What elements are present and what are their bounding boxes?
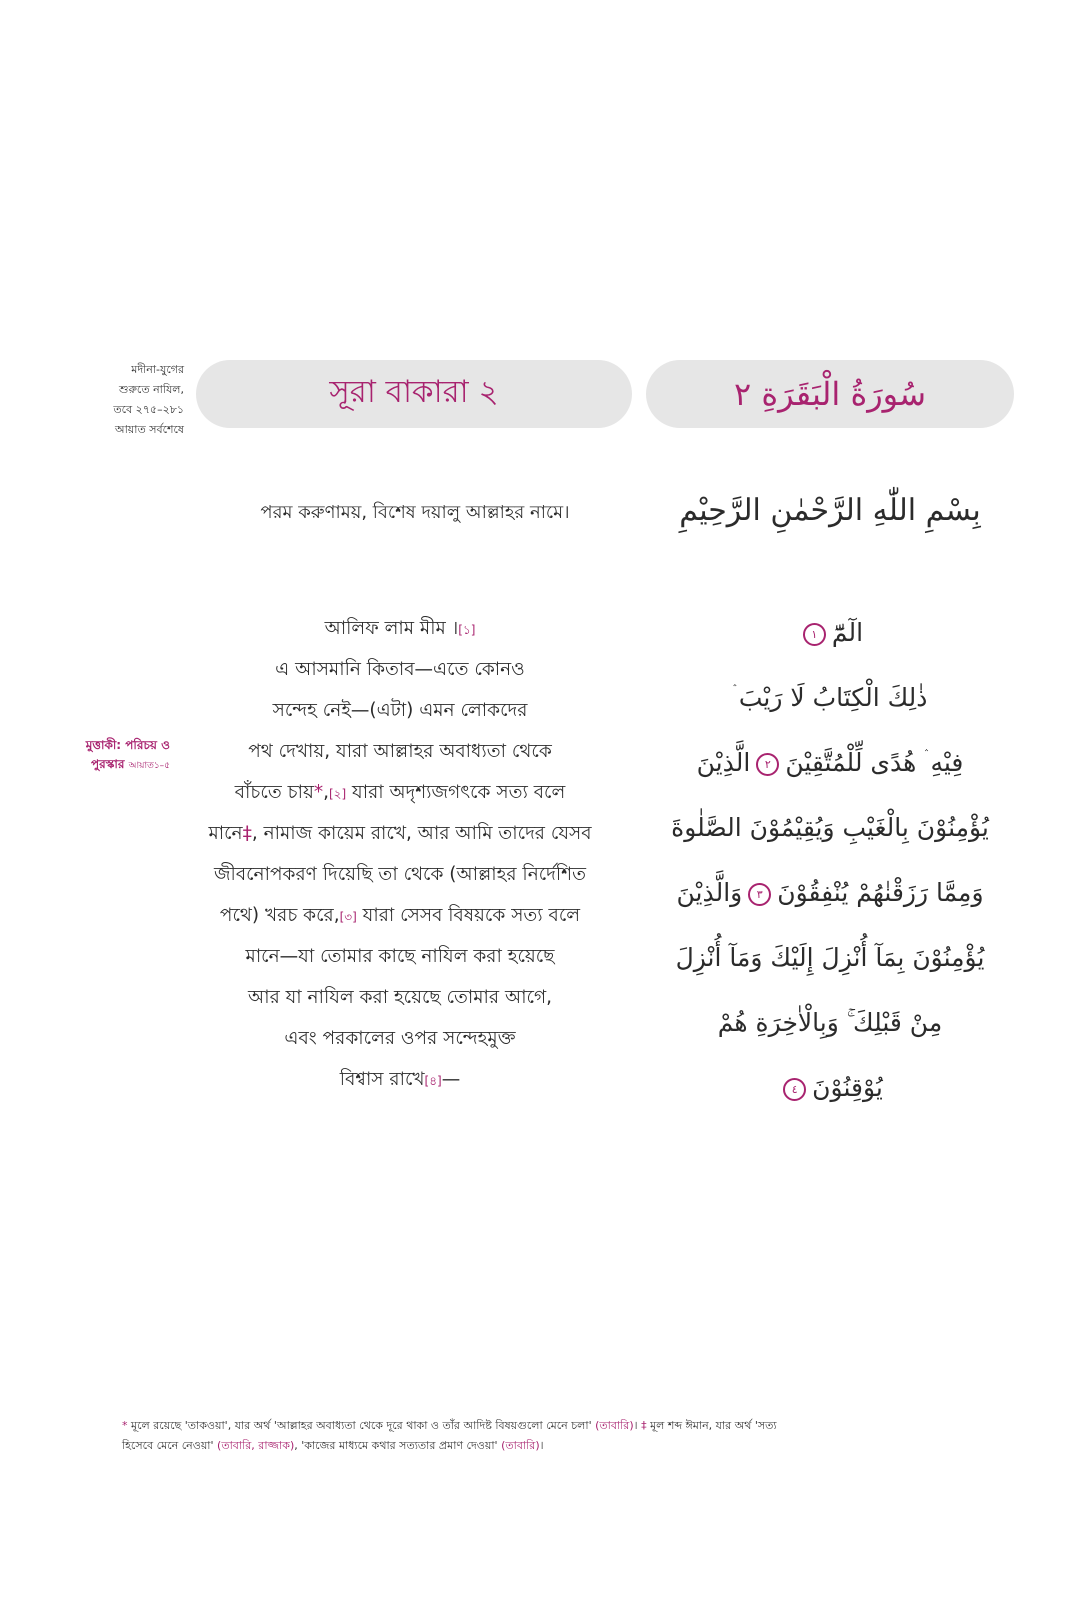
arabic-line bbox=[646, 1055, 1014, 1120]
translation-text: বাঁচতে চায় bbox=[234, 782, 314, 803]
arabic-verses bbox=[646, 600, 1014, 1120]
translation-line bbox=[160, 772, 640, 813]
verse-range: আয়াত১–৫ bbox=[128, 761, 170, 771]
translation-line: মানে—যা তোমার কাছে নাযিল করা হয়েছে bbox=[245, 946, 555, 967]
footnote-source: (তাবারি) bbox=[595, 1419, 634, 1432]
arabic-surah-title: سُورَةُ الْبَقَرَةِ ٢ bbox=[734, 375, 926, 413]
footnote-text: । bbox=[539, 1439, 544, 1452]
footnote-text: হিসেবে মেনে নেওয়া' bbox=[122, 1439, 218, 1452]
sidenote-line: আয়াত সর্বশেষে bbox=[114, 423, 184, 436]
verse-number-marker: ٣ bbox=[748, 883, 771, 906]
footnote-source: (তাবারি, রাজ্জাক) bbox=[217, 1439, 295, 1452]
arabic-text: وَمِمَّا رَزَقْنٰهُمْ يُنْفِقُوْنَ bbox=[777, 878, 984, 907]
footnote-mark: * bbox=[313, 782, 324, 803]
arabic-line: ذٰلِكَ الْكِتَابُ لَا رَيْبَ ۛ bbox=[732, 683, 928, 712]
arabic-line: يُؤْمِنُوْنَ بِمَآ أُنْزِلَ إِلَيْكَ وَمَآ أُنْزِلَ bbox=[675, 943, 985, 972]
bengali-surah-title: সূরা বাকারা ২ bbox=[329, 374, 499, 410]
sidenote-line: শুরুতে নাযিল, bbox=[118, 383, 184, 396]
arabic-text: يُوْقِنُوْنَ bbox=[812, 1073, 883, 1102]
verse-ref: [২] bbox=[329, 787, 347, 801]
footnote-text: , 'কাজের মাধ্যমে কথার সত্যতার প্রমাণ দেওয়া' bbox=[294, 1439, 502, 1452]
translation-line: এ আসমানি কিতাব—এতে কোনও bbox=[275, 659, 525, 680]
footnote-mark: ‡ bbox=[242, 823, 252, 844]
bengali-title-banner bbox=[196, 360, 632, 428]
verse-number-marker: ١ bbox=[803, 623, 826, 646]
topic-margin-label bbox=[50, 736, 170, 776]
translation-text: বিশ্বাস রাখে bbox=[339, 1069, 425, 1090]
translation-text: মানে bbox=[208, 823, 243, 844]
verse-ref: [৪] bbox=[424, 1074, 442, 1088]
sidenote-line: মদীনা-যুগের bbox=[131, 363, 184, 376]
arabic-text: الَّذِيْنَ bbox=[696, 748, 751, 777]
arabic-text: فِيْهِ ۛ هُدًى لِّلْمُتَّقِيْنَ bbox=[785, 748, 964, 777]
translation-line: আর যা নাযিল করা হয়েছে তোমার আগে, bbox=[248, 987, 552, 1008]
arabic-title-banner bbox=[646, 360, 1014, 428]
footnote-mark: ‡ bbox=[641, 1419, 647, 1432]
footnote-text: মূলে রয়েছে 'তাকওয়া', যার অর্থ 'আল্লাহর অবাধ্যতা থেকে দূরে থাকা ও তাঁর আদিষ্ট বিষয়গুলো মেনে চলা' bbox=[127, 1419, 596, 1432]
verse-number-marker: ٢ bbox=[756, 753, 779, 776]
revelation-sidenote bbox=[68, 360, 184, 440]
translation-line bbox=[160, 1059, 640, 1100]
arabic-line bbox=[646, 600, 1014, 665]
footnote-line bbox=[122, 1416, 982, 1436]
arabic-line: مِنْ قَبْلِكَ ۚ وَبِالْاٰخِرَةِ هُمْ bbox=[717, 1008, 943, 1037]
translation-line bbox=[160, 608, 640, 649]
topic-label-line: মুত্তাকী: পরিচয় ও bbox=[85, 738, 170, 752]
footnote-mark: * bbox=[122, 1419, 128, 1432]
arabic-line bbox=[646, 730, 1014, 795]
translation-text: পথে) খরচ করে, bbox=[219, 905, 340, 926]
arabic-line bbox=[646, 860, 1014, 925]
translation-line: সন্দেহ নেই—(এটা) এমন লোকদের bbox=[272, 700, 528, 721]
bismillah-bengali: পরম করুণাময়, বিশেষ দয়ালু আল্লাহর নামে। bbox=[260, 502, 570, 523]
arabic-text: وَالَّذِيْنَ bbox=[676, 878, 743, 907]
footnote-source: (তাবারি) bbox=[501, 1439, 540, 1452]
translation-text: , নামাজ কায়েম রাখে, আর আমি তাদের যেসব bbox=[251, 823, 592, 844]
translation-line bbox=[160, 895, 640, 936]
verse-number-marker: ٤ bbox=[783, 1078, 806, 1101]
verse-ref: [৩] bbox=[339, 910, 357, 924]
translation-text: , bbox=[323, 782, 329, 803]
translation-text: — bbox=[441, 1069, 461, 1090]
bengali-translation bbox=[160, 608, 640, 1100]
translation-line: পথ দেখায়, যারা আল্লাহর অবাধ্যতা থেকে bbox=[248, 741, 552, 762]
footnote-text: মূল শব্দ ঈমান, যার অর্থ 'সত্য bbox=[646, 1419, 777, 1432]
translation-line: জীবনোপকরণ দিয়েছি তা থেকে (আল্লাহর নির্দেশিত bbox=[213, 864, 587, 885]
arabic-text: الٓمّٓ bbox=[831, 618, 864, 647]
translation-line: এবং পরকালের ওপর সন্দেহমুক্ত bbox=[284, 1028, 516, 1049]
translation-line bbox=[160, 813, 640, 854]
footnote-line bbox=[122, 1436, 982, 1456]
footnote bbox=[122, 1416, 982, 1456]
translation-text: যারা অদৃশ্যজগৎকে সত্য বলে bbox=[346, 782, 566, 803]
arabic-line: يُؤْمِنُوْنَ بِالْغَيْبِ وَيُقِيْمُوْنَ الصَّلٰوةَ bbox=[671, 813, 989, 842]
translation-text: যারা সেসব বিষয়কে সত্য বলে bbox=[356, 905, 581, 926]
topic-label-line bbox=[50, 755, 170, 776]
sidenote-line: তবে ২৭৫–২৮১ bbox=[113, 403, 184, 416]
translation-text: আলিফ লাম মীম । bbox=[324, 618, 459, 639]
bismillah-arabic: بِسْمِ اللّٰهِ الرَّحْمٰنِ الرَّحِيْمِ bbox=[679, 493, 981, 528]
footnote-text: । bbox=[633, 1419, 642, 1432]
verse-ref: [১] bbox=[458, 623, 476, 637]
topic-label-text: পুরস্কার bbox=[90, 757, 125, 771]
